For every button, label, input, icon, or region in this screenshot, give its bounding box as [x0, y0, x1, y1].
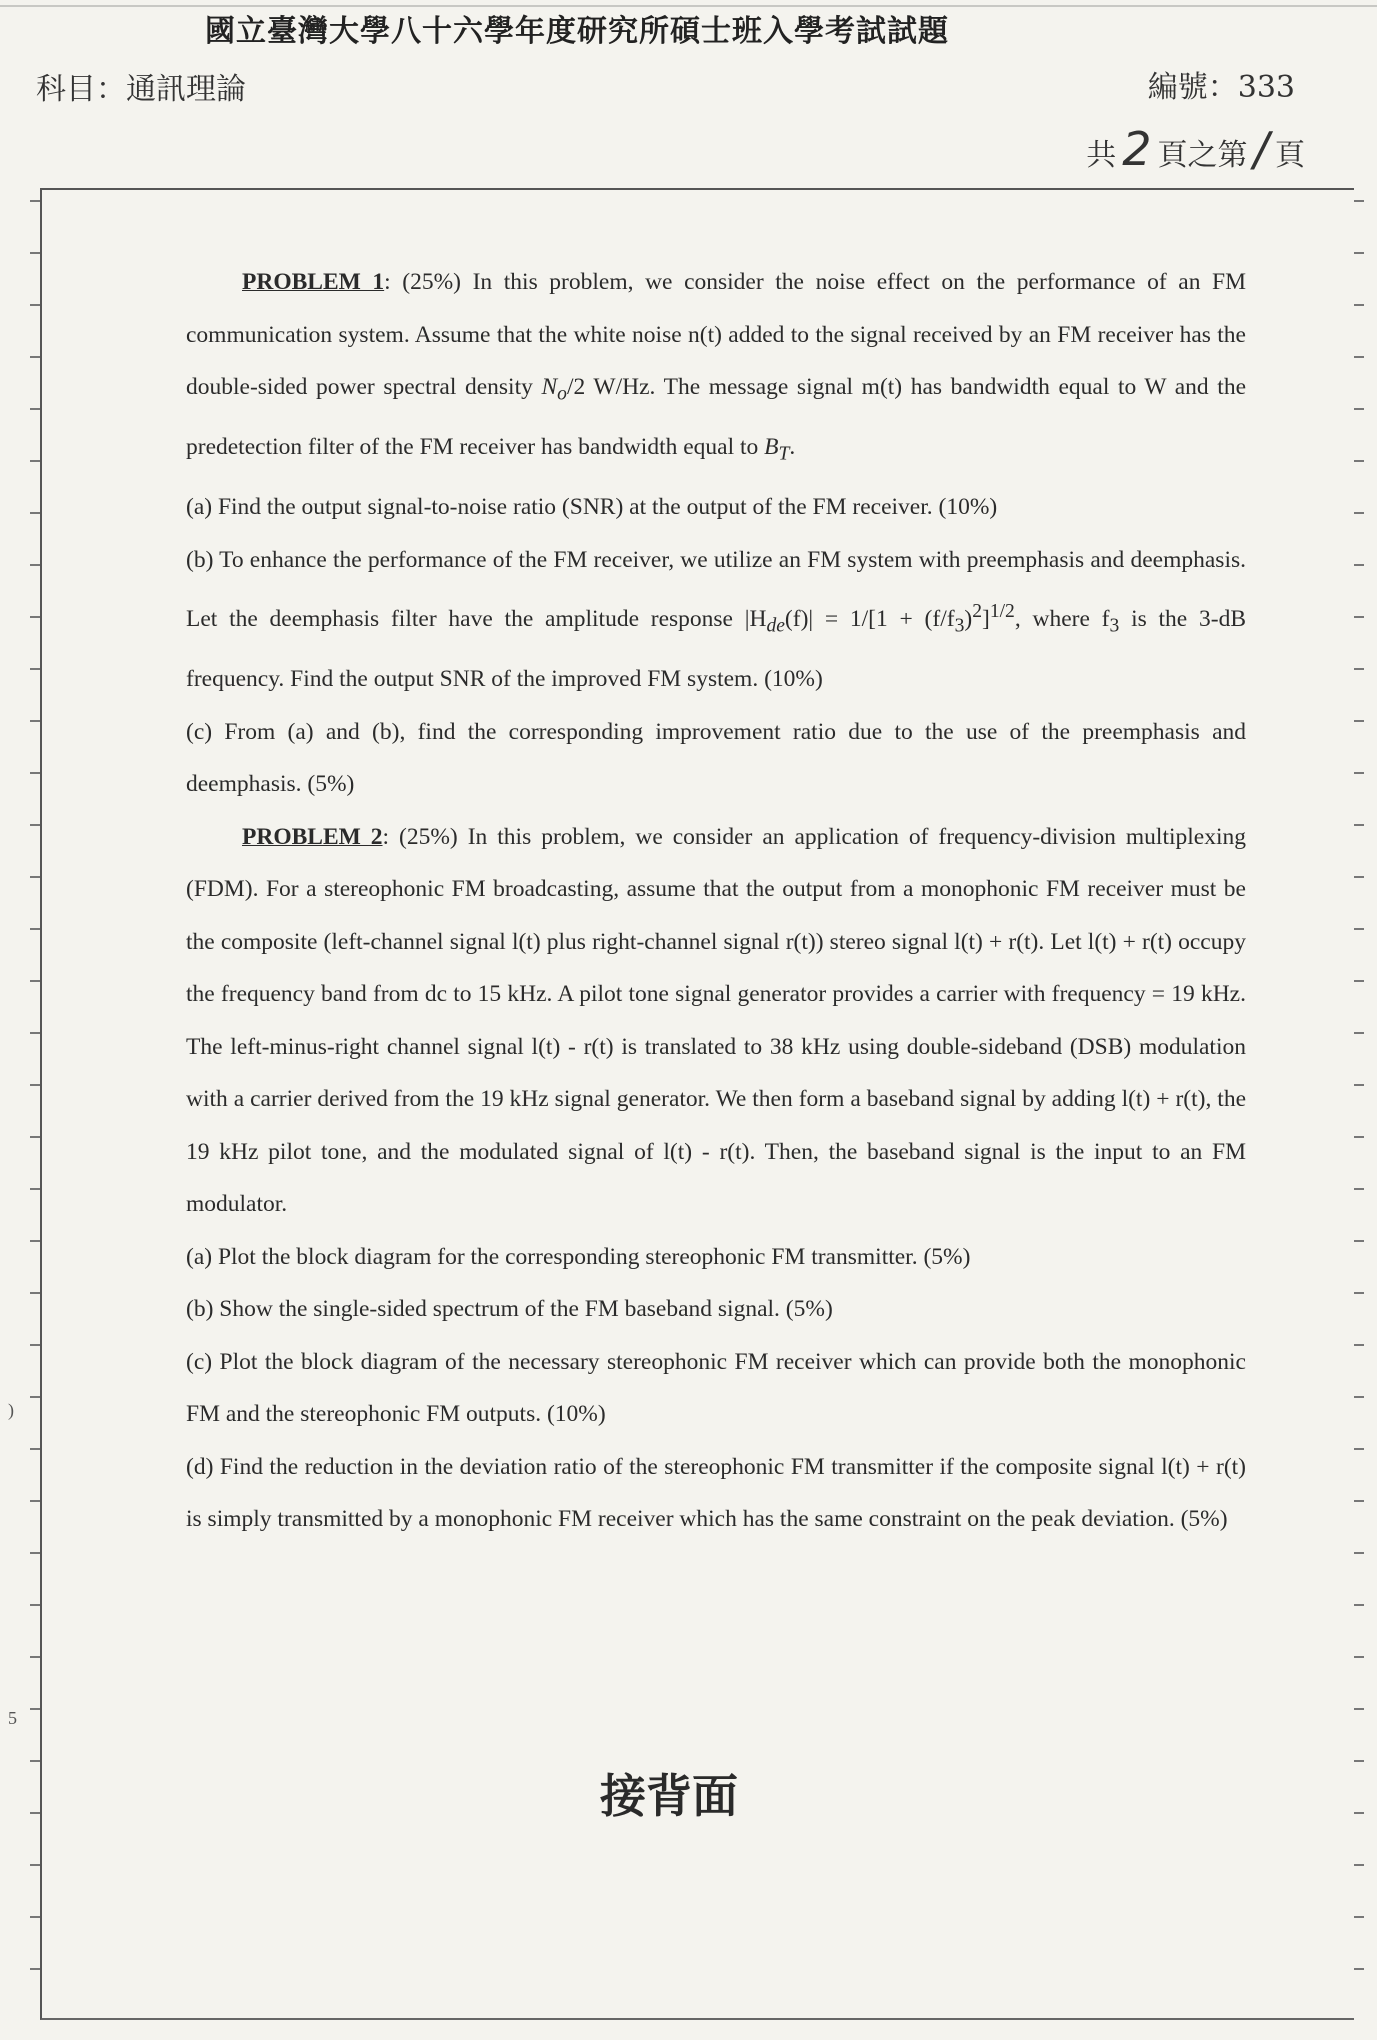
margin-tick: [1354, 1032, 1364, 1034]
margin-tick: [30, 460, 40, 462]
margin-tick: [30, 1864, 40, 1866]
margin-tick: [1354, 1292, 1364, 1294]
problem2-part-b: (b) Show the single-sided spectrum of the FM baseband signal. (5%): [186, 1296, 833, 1323]
margin-tick: [30, 1656, 40, 1658]
margin-tick: [1354, 876, 1364, 878]
margin-tick: [1354, 252, 1364, 254]
margin-tick: [30, 356, 40, 358]
margin-tick: [30, 928, 40, 930]
margin-tick: [1354, 1396, 1364, 1398]
margin-tick: [1354, 616, 1364, 618]
right-ticks: [1354, 200, 1364, 2010]
margin-tick: [1354, 564, 1364, 566]
page-current: /: [1253, 122, 1269, 176]
margin-tick: [1354, 1448, 1364, 1450]
margin-tick: [1354, 512, 1364, 514]
part-b-text-4: ]: [981, 606, 990, 633]
margin-tick: [30, 980, 40, 982]
part-b-sup-2: 2: [972, 601, 982, 623]
part-b-text-3: ): [964, 606, 973, 633]
part-b-text-1: (b) To enhance the performance of the FM receiver, we utilize an FM system with preemphasis and deemphasis. Let the deemphasis filter have the amplitude response |H: [186, 546, 1246, 633]
margin-tick: [30, 1396, 40, 1398]
margin-tick: [1354, 668, 1364, 670]
noise-psd-subscript: o: [557, 383, 567, 405]
margin-tick: [30, 1188, 40, 1190]
margin-tick: [30, 512, 40, 514]
margin-tick: [30, 1240, 40, 1242]
margin-tick: [30, 1604, 40, 1606]
margin-tick: [30, 1448, 40, 1450]
margin-tick: [1354, 824, 1364, 826]
page-count: [1086, 122, 1305, 176]
margin-tick: [1354, 1604, 1364, 1606]
bandwidth-subscript: T: [778, 443, 790, 465]
part-b-sub-de: de: [766, 615, 785, 637]
margin-tick: [1354, 408, 1364, 410]
part-b-text-6: is the 3-dB frequency. Find the output SNR of the improved FM system. (10%): [186, 606, 1246, 693]
margin-tick: [30, 408, 40, 410]
part-b-sub-3b: 3: [1109, 615, 1120, 637]
problem1-part-a: (a) Find the output signal-to-noise ratio (SNR) at the output of the FM receiver. (10%): [186, 494, 998, 521]
part-b-text-5: , where f: [1014, 606, 1110, 633]
margin-tick: [1354, 1708, 1364, 1710]
margin-tick: [30, 1552, 40, 1554]
margin-tick: [1354, 1240, 1364, 1242]
problem1-part-b: [186, 534, 1246, 706]
subject-label: 科目：通訊理論: [36, 72, 246, 107]
page-suffix: 頁: [1275, 138, 1305, 173]
problem1-intro: [186, 256, 1246, 481]
problem1-text-c: .: [789, 434, 796, 461]
margin-tick: [30, 1500, 40, 1502]
margin-tick: [1354, 1916, 1364, 1918]
margin-tick: [30, 1344, 40, 1346]
margin-mark-1: ): [8, 1400, 14, 1420]
page-prefix: 共: [1086, 138, 1117, 173]
margin-tick: [1354, 720, 1364, 722]
margin-tick: [30, 1968, 40, 1970]
margin-tick: [30, 252, 40, 254]
problem2-part-c: (c) Plot the block diagram of the necessary stereophonic FM receiver which can provide both the monophonic FM and the stereophonic FM outputs. (10%): [186, 1348, 1246, 1428]
problem2-part-d: (d) Find the reduction in the deviation ratio of the stereophonic FM transmitter if the composite signal l(t) + r(t) is simply transmitted by a monophonic FM receiver which has the same constraint on the peak deviation. (5%): [186, 1453, 1246, 1533]
problem1-text-a: : (25%) In this problem, we consider the noise effect on the performance of an FM communication system. Assume that the white noise n(t) added to the signal received by an FM receiver has the double-sided power spectral density: [186, 269, 1246, 400]
margin-tick: [30, 1032, 40, 1034]
margin-tick: [1354, 1656, 1364, 1658]
margin-tick: [30, 1812, 40, 1814]
problem2-label: PROBLEM 2: [242, 823, 383, 850]
part-b-text-2: (f)| = 1/[1 + (f/f: [784, 606, 955, 633]
margin-tick: [1354, 304, 1364, 306]
margin-tick: [30, 1760, 40, 1762]
margin-tick: [30, 200, 40, 202]
margin-tick: [1354, 1500, 1364, 1502]
margin-tick: [1354, 1812, 1364, 1814]
margin-tick: [30, 772, 40, 774]
margin-tick: [1354, 200, 1364, 202]
margin-tick: [30, 1084, 40, 1086]
margin-tick: [1354, 772, 1364, 774]
problem1-part-c: (c) From (a) and (b), find the corresponding improvement ratio due to the use of the preemphasis and deemphasis. (5%): [186, 718, 1246, 798]
margin-tick: [30, 720, 40, 722]
page-total: 2: [1122, 122, 1152, 176]
margin-tick: [30, 304, 40, 306]
exam-code: 編號：333: [1147, 70, 1295, 105]
margin-tick: [30, 668, 40, 670]
margin-tick: [1354, 928, 1364, 930]
margin-tick: [1354, 460, 1364, 462]
problem1-text-b: /2 W/Hz. The message signal m(t) has bandwidth equal to W and the predetection filter of the FM receiver has bandwidth equal to: [186, 374, 1246, 461]
margin-tick: [30, 1292, 40, 1294]
bandwidth-symbol: B: [764, 434, 779, 461]
margin-tick: [30, 1136, 40, 1138]
margin-tick: [1354, 1760, 1364, 1762]
problem2-part-a: (a) Plot the block diagram for the corresponding stereophonic FM transmitter. (5%): [186, 1243, 971, 1270]
exam-title: 國立臺灣大學八十六學年度研究所碩士班入學考試試題: [205, 14, 949, 46]
part-b-sub-3: 3: [954, 615, 965, 637]
problem2-intro: [186, 811, 1246, 1231]
margin-tick: [1354, 1552, 1364, 1554]
exam-content: [186, 256, 1246, 1546]
margin-tick: [30, 824, 40, 826]
margin-tick: [30, 616, 40, 618]
margin-tick: [1354, 1188, 1364, 1190]
page-middle: 頁之第: [1157, 138, 1248, 173]
problem2-text: : (25%) In this problem, we consider an application of frequency-division multiplexing (FDM). For a stereophonic FM broadcasting, assume that the output from a monophonic FM receiver must be the composite (left-channel signal l(t) plus right-channel signal r(t)) stereo signal l(t) + r(t). Let l(t) + r(t) occupy the frequency band from dc to 15 kHz. A pilot tone signal generator provides a carrier with frequency = 19 kHz. The left-minus-right channel signal l(t) - r(t) is translated to 38 kHz using double-sideband (DSB) modulation with a carrier derived from the 19 kHz signal generator. We then form a baseband signal by adding l(t) + r(t), the 19 kHz pilot tone, and the modulated signal of l(t) - r(t). Then, the baseband signal is the input to an FM modulator.: [186, 823, 1246, 1218]
margin-tick: [30, 1708, 40, 1710]
left-ticks: [30, 200, 40, 2010]
margin-tick: [1354, 1864, 1364, 1866]
turn-over-note: 接背面: [600, 1769, 738, 1823]
margin-tick: [1354, 1084, 1364, 1086]
part-b-sup-half: 1/2: [989, 601, 1015, 623]
margin-tick: [1354, 1136, 1364, 1138]
noise-psd-symbol: N: [541, 374, 558, 400]
margin-tick: [1354, 1344, 1364, 1346]
margin-mark-2: 5: [8, 1708, 17, 1728]
margin-tick: [30, 1916, 40, 1918]
margin-tick: [1354, 1968, 1364, 1970]
problem1-label: PROBLEM 1: [242, 269, 385, 295]
margin-tick: [30, 564, 40, 566]
margin-tick: [1354, 980, 1364, 982]
margin-tick: [1354, 356, 1364, 358]
margin-tick: [30, 876, 40, 878]
